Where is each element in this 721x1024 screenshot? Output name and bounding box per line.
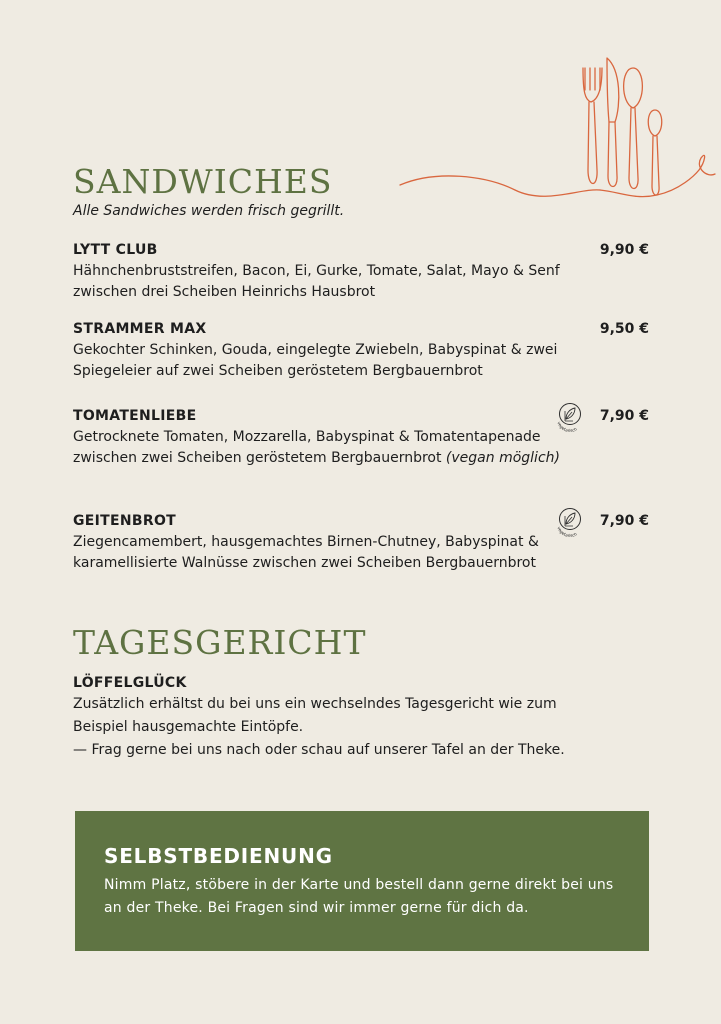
tagesgericht-line: Zusätzlich erhältst du bei uns ein wechselndes Tagesgericht wie zum: [73, 696, 557, 712]
item-price: 7,90 €: [599, 408, 649, 424]
selbstbedienung-title: SELBSTBEDIENUNG: [104, 844, 333, 868]
tagesgericht-name: LÖFFELGLÜCK: [73, 675, 187, 691]
item-name: TOMATENLIEBE: [73, 408, 197, 424]
sandwiches-title: SANDWICHES: [73, 162, 333, 201]
svg-text:vegetarisch: [556, 526, 578, 538]
item-description: Hähnchenbruststreifen, Bacon, Ei, Gurke, Tomate, Salat, Mayo & Senf zwischen drei Scheiben Heinrichs Hausbrot: [73, 263, 560, 300]
item-description-note: (vegan möglich): [445, 450, 560, 466]
item-name: GEITENBROT: [73, 513, 176, 529]
item-description: [73, 427, 563, 469]
tagesgericht-item: [73, 673, 653, 762]
item-description: Ziegencamembert, hausgemachtes Birnen-Chutney, Babyspinat & karamellisierte Walnüsse zwischen zwei Scheiben Bergbauernbrot: [73, 534, 539, 571]
tagesgericht-line: — Frag gerne bei uns nach oder schau auf unserer Tafel an der Theke.: [73, 742, 565, 758]
menu-item: [73, 240, 653, 303]
item-name: LYTT CLUB: [73, 242, 158, 258]
tagesgericht-line: Beispiel hausgemachte Eintöpfe.: [73, 719, 304, 735]
menu-item: [73, 319, 653, 382]
vegetarian-leaf-badge-icon: [553, 504, 587, 538]
tagesgericht-title: TAGESGERICHT: [73, 623, 367, 662]
cutlery-illustration-icon: [395, 50, 721, 210]
selbstbedienung-text: Nimm Platz, stöbere in der Karte und bestell dann gerne direkt bei uns an der Theke. Bei Fragen sind wir immer gerne für dich da.: [104, 877, 614, 916]
item-price: 9,90 €: [599, 242, 649, 258]
sandwiches-subtitle: Alle Sandwiches werden frisch gegrillt.: [73, 203, 345, 219]
selbstbedienung-box: [75, 811, 649, 951]
veg-badge-label: vegetarisch: [556, 420, 578, 433]
menu-item: [73, 511, 653, 574]
item-name: STRAMMER MAX: [73, 321, 207, 337]
item-price: 7,90 €: [599, 513, 649, 529]
vegetarian-leaf-badge-icon: [553, 399, 587, 433]
svg-text:vegetarisch: [556, 421, 578, 433]
item-price: 9,50 €: [599, 321, 649, 337]
veg-badge-label: vegetarisch: [556, 525, 578, 538]
menu-item: [73, 406, 653, 469]
item-description-text: Getrocknete Tomaten, Mozzarella, Babyspinat & Tomatentapenade zwischen zwei Scheiben geröstetem Bergbauernbrot: [73, 429, 541, 466]
item-description: Gekochter Schinken, Gouda, eingelegte Zwiebeln, Babyspinat & zwei Spiegeleier auf zwei Scheiben geröstetem Bergbauernbrot: [73, 342, 558, 379]
